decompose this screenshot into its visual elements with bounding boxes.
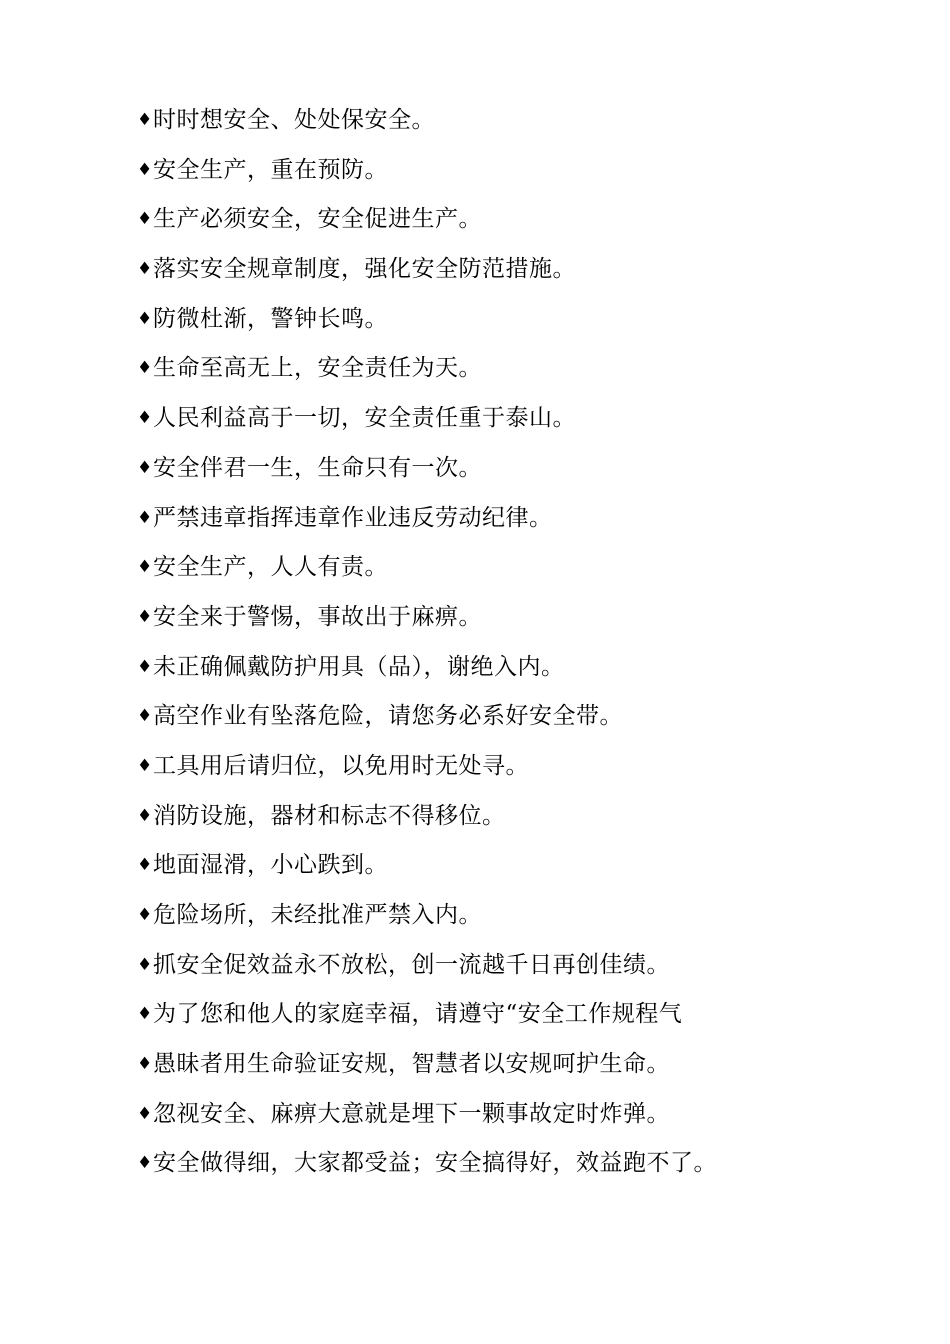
slogan-line <box>137 694 917 744</box>
slogan-text: 消防设施，器材和标志不得移位。 <box>153 802 506 829</box>
slogan-line <box>137 1092 917 1142</box>
slogan-text: 地面湿滑，小心跌到。 <box>153 852 388 879</box>
slogan-text: 忽视安全、麻痹大意就是埋下一颗事故定时炸弹。 <box>153 1100 670 1127</box>
diamond-bullet-icon: ♦ <box>137 1153 153 1174</box>
diamond-bullet-icon: ♦ <box>137 408 153 429</box>
diamond-bullet-icon: ♦ <box>137 706 153 727</box>
diamond-bullet-icon: ♦ <box>137 1004 153 1025</box>
diamond-bullet-icon: ♦ <box>137 110 153 130</box>
slogan-line <box>137 446 917 496</box>
slogan-line <box>137 346 917 396</box>
slogan-text: 严禁违章指挥违章作业违反劳动纪律。 <box>153 504 553 531</box>
diamond-bullet-icon: ♦ <box>137 209 153 230</box>
slogan-text: 抓安全促效益永不放松，创一流越千日再创佳绩。 <box>153 951 670 978</box>
slogan-line <box>137 744 917 794</box>
slogan-line <box>137 992 917 1042</box>
diamond-bullet-icon: ♦ <box>137 259 153 280</box>
slogan-line <box>137 794 917 844</box>
slogan-text: 高空作业有坠落危险，请您务必系好安全带。 <box>153 703 623 730</box>
diamond-bullet-icon: ♦ <box>137 308 153 329</box>
slogan-text: 愚昧者用生命验证安规，智慧者以安规呵护生命。 <box>153 1051 670 1078</box>
slogan-line <box>137 1042 917 1092</box>
slogan-text: 时时想安全、处处保安全。 <box>153 107 435 133</box>
slogan-line <box>137 148 917 198</box>
slogan-line <box>137 545 917 595</box>
slogan-line <box>137 943 917 993</box>
slogan-text: 安全伴君一生，生命只有一次。 <box>153 454 482 481</box>
slogan-text: 为了您和他人的家庭幸福，请遵守“安全工作规程气 <box>153 1001 683 1028</box>
slogan-text: 安全来于警惕，事故出于麻痹。 <box>153 603 482 630</box>
slogan-line <box>137 396 917 446</box>
slogan-list <box>137 98 917 1191</box>
slogan-text: 工具用后请归位，以免用时无处寻。 <box>153 752 529 779</box>
slogan-line <box>137 297 917 347</box>
diamond-bullet-icon: ♦ <box>137 954 153 975</box>
diamond-bullet-icon: ♦ <box>137 457 153 478</box>
slogan-line <box>137 595 917 645</box>
slogan-text: 未正确佩戴防护用具（品），谢绝入内。 <box>153 653 565 680</box>
slogan-text: 落实安全规章制度，强化安全防范措施。 <box>153 256 576 283</box>
diamond-bullet-icon: ♦ <box>137 855 153 876</box>
slogan-text: 人民利益高于一切，安全责任重于泰山。 <box>153 405 576 432</box>
diamond-bullet-icon: ♦ <box>137 1103 153 1124</box>
slogan-line <box>137 645 917 695</box>
slogan-text: 危险场所，未经批准严禁入内。 <box>153 902 482 928</box>
diamond-bullet-icon: ♦ <box>137 507 153 528</box>
slogan-text: 安全做得细，大家都受益；安全搞得好，效益跑不了。 <box>153 1150 717 1177</box>
slogan-line <box>137 893 917 943</box>
slogan-line <box>137 496 917 546</box>
diamond-bullet-icon: ♦ <box>137 358 153 379</box>
slogan-line <box>137 98 917 148</box>
diamond-bullet-icon: ♦ <box>137 805 153 826</box>
diamond-bullet-icon: ♦ <box>137 656 153 677</box>
slogan-text: 生命至高无上，安全责任为天。 <box>153 355 482 382</box>
slogan-line <box>137 247 917 297</box>
slogan-line <box>137 1141 917 1191</box>
diamond-bullet-icon: ♦ <box>137 557 153 578</box>
slogan-text: 安全生产，重在预防。 <box>153 156 388 183</box>
diamond-bullet-icon: ♦ <box>137 159 153 180</box>
diamond-bullet-icon: ♦ <box>137 606 153 627</box>
slogan-text: 防微杜渐，警钟长鸣。 <box>153 305 388 332</box>
slogan-text: 生产必须安全，安全促进生产。 <box>153 206 482 233</box>
slogan-line <box>137 843 917 893</box>
diamond-bullet-icon: ♦ <box>137 755 153 776</box>
slogan-text: 安全生产，人人有责。 <box>153 554 388 581</box>
slogan-line <box>137 197 917 247</box>
diamond-bullet-icon: ♦ <box>137 1054 153 1075</box>
diamond-bullet-icon: ♦ <box>137 905 153 925</box>
